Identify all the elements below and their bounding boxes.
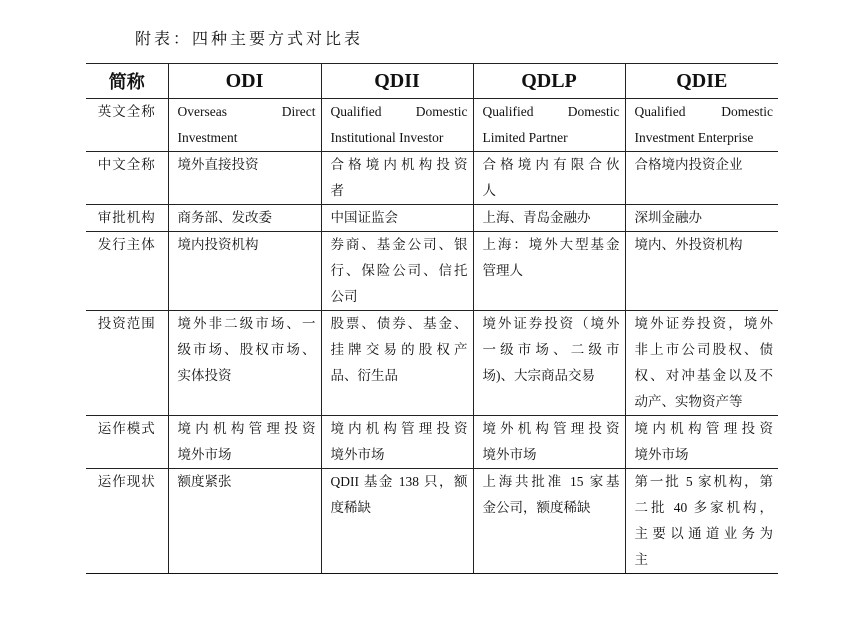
cell-line: 境外证券投资，境外 <box>634 316 773 331</box>
cell-line: 中国证监会 <box>330 210 398 225</box>
cell-line: 第一批 5 家机构，第 <box>634 474 773 489</box>
cell-line: 券商、基金公司、银 <box>330 237 468 252</box>
cell-line: 境内机构管理投资 <box>634 421 773 436</box>
cell-line: 境外市场 <box>330 447 385 462</box>
row-label: 运作模式 <box>86 416 168 469</box>
cell-line: 非上市公司股权、债 <box>634 342 773 357</box>
table-cell <box>168 152 321 205</box>
cell-line: 股票、债券、基金、 <box>330 316 468 331</box>
cell-line: 商务部、发改委 <box>177 210 272 225</box>
cell-line: Qualified Domestic <box>634 104 773 119</box>
cell-line: 上海共批准 15 家基 <box>482 474 620 489</box>
table-row <box>86 469 778 574</box>
cell-line: 品、衍生品 <box>330 368 398 383</box>
cell-line: 合格境内有限合伙 <box>482 157 620 172</box>
cell-line: 管理人 <box>482 263 523 278</box>
cell-line: 境外市场 <box>482 447 537 462</box>
table-cell <box>473 205 625 232</box>
table-cell <box>321 469 473 574</box>
table-cell <box>473 469 625 574</box>
table-cell <box>625 205 778 232</box>
header-row <box>86 64 778 99</box>
cell-line: 境外非二级市场、一 <box>177 316 316 331</box>
cell-line: Qualified Domestic <box>482 104 620 119</box>
table-cell <box>168 99 321 152</box>
cell-line: Investment <box>177 130 238 145</box>
cell-line: 上海、青岛金融办 <box>482 210 591 225</box>
cell-line: 主 <box>634 552 648 567</box>
table-row <box>86 416 778 469</box>
cell-line: 实体投资 <box>177 368 232 383</box>
header-odi: ODI <box>168 64 321 99</box>
cell-line: 场)、大宗商品交易 <box>482 368 595 383</box>
cell-line: 合格境内机构投资 <box>330 157 468 172</box>
table-cell <box>321 416 473 469</box>
table-cell <box>321 152 473 205</box>
table-cell <box>473 99 625 152</box>
cell-line: 二批 40 多家机构， <box>634 500 773 515</box>
table-cell <box>321 99 473 152</box>
header-abbr: 简称 <box>86 64 168 99</box>
header-qdie: QDIE <box>625 64 778 99</box>
table-cell <box>321 311 473 416</box>
table-cell <box>625 232 778 311</box>
cell-line: 度稀缺 <box>330 500 371 515</box>
table-cell <box>168 416 321 469</box>
cell-line: Qualified Domestic <box>330 104 468 119</box>
cell-line: 境内、外投资机构 <box>634 237 743 252</box>
cell-line: 境内机构管理投资 <box>177 421 316 436</box>
row-label: 运作现状 <box>86 469 168 574</box>
header-qdlp: QDLP <box>473 64 625 99</box>
cell-line: 境内机构管理投资 <box>330 421 468 436</box>
table-cell <box>473 311 625 416</box>
table-cell <box>473 416 625 469</box>
table-cell <box>168 232 321 311</box>
row-label: 审批机构 <box>86 205 168 232</box>
table-row <box>86 205 778 232</box>
cell-line: 境内投资机构 <box>177 237 259 252</box>
cell-line: QDII 基金 138 只，额 <box>330 474 468 489</box>
table-body <box>86 99 778 574</box>
cell-line: 动产、实物资产等 <box>634 394 743 409</box>
cell-line: 权、对冲基金以及不 <box>634 368 773 383</box>
table-cell <box>321 232 473 311</box>
cell-line: Overseas Direct <box>177 104 316 119</box>
table-cell <box>625 416 778 469</box>
comparison-table <box>86 63 778 574</box>
cell-line: 人 <box>482 183 496 198</box>
cell-line: Investment Enterprise <box>634 130 754 145</box>
cell-line: 境外机构管理投资 <box>482 421 620 436</box>
cell-line: 深圳金融办 <box>634 210 702 225</box>
cell-line: 上海：境外大型基金 <box>482 237 620 252</box>
table-row <box>86 232 778 311</box>
table-cell <box>625 311 778 416</box>
table-cell <box>473 152 625 205</box>
cell-line: 行、保险公司、信托 <box>330 263 468 278</box>
table-cell <box>321 205 473 232</box>
cell-line: 境外直接投资 <box>177 157 259 172</box>
cell-line: 主要以通道业务为 <box>634 526 773 541</box>
header-qdii: QDII <box>321 64 473 99</box>
cell-line: 一级市场、二级市 <box>482 342 620 357</box>
table-cell <box>625 469 778 574</box>
cell-line: 级市场、股权市场、 <box>177 342 316 357</box>
cell-line: 额度紧张 <box>177 474 232 489</box>
row-label: 投资范围 <box>86 311 168 416</box>
table-caption: 附表：四种主要方式对比表 <box>135 29 364 48</box>
cell-line: 合格境内投资企业 <box>634 157 743 172</box>
cell-line: 境外市场 <box>634 447 689 462</box>
row-label: 中文全称 <box>86 152 168 205</box>
cell-line: 挂牌交易的股权产 <box>330 342 468 357</box>
table-cell <box>168 311 321 416</box>
cell-line: 公司 <box>330 289 358 304</box>
row-label: 发行主体 <box>86 232 168 311</box>
cell-line: 者 <box>330 183 344 198</box>
cell-line: 金公司，额度稀缺 <box>482 500 591 515</box>
table-cell <box>625 99 778 152</box>
cell-line: Institutional Investor <box>330 130 444 145</box>
table-row <box>86 311 778 416</box>
cell-line: 境外证券投资（境外 <box>482 316 620 331</box>
cell-line: 境外市场 <box>177 447 232 462</box>
table-row <box>86 152 778 205</box>
cell-line: Limited Partner <box>482 130 568 145</box>
row-label: 英文全称 <box>86 99 168 152</box>
table-cell <box>473 232 625 311</box>
table-row <box>86 99 778 152</box>
table-cell <box>625 152 778 205</box>
table-cell <box>168 469 321 574</box>
table-cell <box>168 205 321 232</box>
